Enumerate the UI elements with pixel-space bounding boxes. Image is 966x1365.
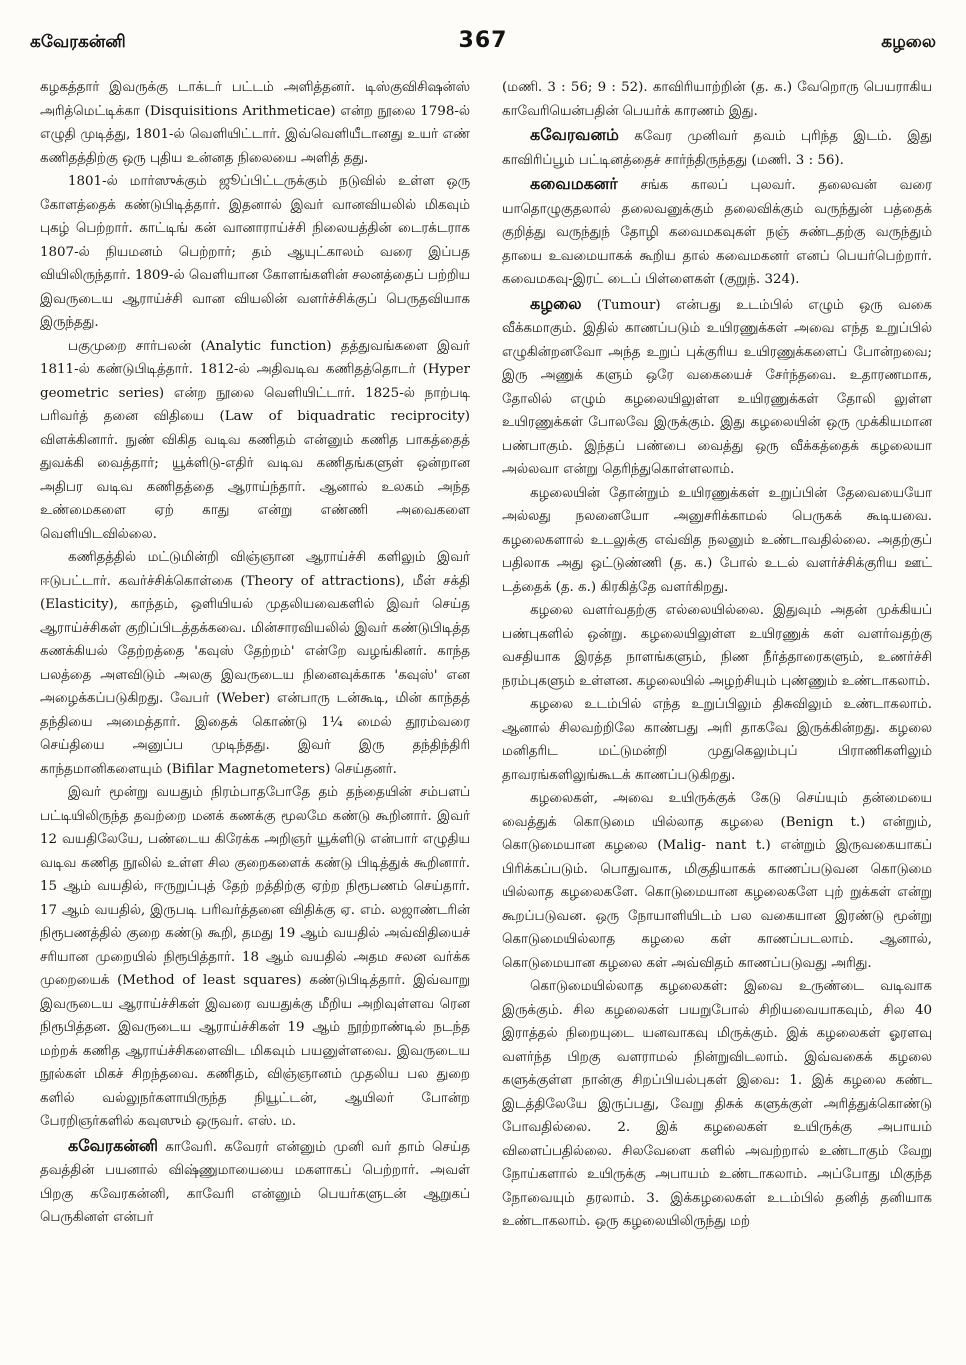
paragraph: பகுமுறை சார்பலன் (Analytic function) தத்துவங்களை இவர் 1811-ல் கண்டுபிடித்தார். 1812-ல் அதிவடிவ கணிதத்தொடர் (Hyper geometric series) என்ற நூலை வெளியிட்டார். 1825-ல் நாற்படி பரிவர்த் தனை விதியை (Law of biquadratic reciprocity) விளக்கினார். நுண் விகித வடிவ கணிதம் என்னும் கணித பாகத்தைத் துவக்கி வைத்தார்; யூக்ளிடு-எதிர் வடிவ கணிதங்களுள் ஒன்றான அதிபர வடிவ கணிதத்தை ஆராய்ந்தார். ஆனால் உலகம் அந்த உண்மைகளை ஏற் காது என்று எண்ணி அவைகளை வெளியிடவில்லை. <box>40 338 470 542</box>
entry-text: (Tumour) என்பது உடம்பில் எழும் ஒரு வகை வீக்கமாகும். இதில் காணப்படும் உயிரணுக்கள் அவை எந்த உறுப்பில் எழுகின்றனவோ அந்த உறுப் புக்குரிய உயிரணுக்களைப் போன்றவை; இரு அணுக் களும் ஒரே வகையைச் சேர்ந்தவை. உதாரணமாக, தோலில் எழும் கழலையிலுள்ள உயிரணுக்கள் தோலி லுள்ள உயிரணுக்கள் போலவே இருக்கும். இது கழலையின் ஒரு முக்கியமான பண்பாகும். இந்தப் பண்பை வைத்து ஒரு வீக்கத்தைக் கழலையா அல்லவா என்று தெரிந்துகொள்ளலாம். <box>502 297 932 477</box>
paragraph: கழலை வளர்வதற்கு எல்லையில்லை. இதுவும் அதன் முக்கியப் பண்புகளில் ஒன்று. கழலையிலுள்ள உயிரணுக் கள் வளர்வதற்கு வசதியாக இரத்த நாளங்களும், நிண நீர்த்தாரைகளும், உணர்ச்சி நரம்புகளும் உள்ளன. கழலையில் அழற்சியும் புண்ணும் உண்டாகலாம். <box>502 603 932 689</box>
encyclopedia-entry <box>502 292 932 482</box>
paragraph: கழலை உடம்பில் எந்த உறுப்பிலும் திசுவிலும் உண்டாகலாம். ஆனால் சிலவற்றிலே காண்பது அரி தாகவே இருக்கின்றது. கழலை மனிதரிட மட்டுமன்றி முதுகெலும்புப் பிராணிகளிலும் தாவரங்களிலுங்கூடக் காணப்படுகிறது. <box>502 697 932 783</box>
paragraph: கழலைகள், அவை உயிருக்குக் கேடு செய்யும் தன்மையை வைத்துக் கொடுமை யில்லாத கழலை (Benign t.) என்றும், கொடுமையான கழலை (Malig- nant t.) என்றும் இருவகையாகப் பிரிக்கப்படும். பொதுவாக, மிகுதியாகக் காணப்படுவன கொடுமை யில்லாத கழலைகளே. கொடுமையான கழலைகளே புற் றுக்கள் என்று கூறப்படுவன. ஒரு நோயாளியிடம் பல வகையான இரண்டு மூன்று கொடுமையில்லாத கழலை கள் காணப்படலாம். ஆனால், கொடுமையான கழலை கள் அவ்விதம் காணப்படுவது அரிது. <box>502 791 932 971</box>
entry-text: காவேரி. கவேரர் என்னும் முனி வர் தாம் செய்த தவத்தின் பயனால் விஷ்ணுமாயையை மகளாகப் பெற்றார். அவள் பிறகு கவேரகன்னி, காவேரி என்னும் பெயர்களுடன் ஆறுகப் பெருகினள் என்பர் <box>40 1139 470 1225</box>
encyclopedia-entry <box>40 1134 470 1230</box>
page-number: 367 <box>458 28 508 53</box>
entry-headword: கவைமகனர் <box>530 174 618 193</box>
running-head-left: கவேரகன்னி <box>30 32 126 52</box>
encyclopedia-entry <box>502 123 932 172</box>
running-head-right: கழலை <box>881 32 936 52</box>
running-head <box>30 28 936 62</box>
entry-headword: கவேரவனம் <box>530 125 619 144</box>
entry-text: சங்க காலப் புலவர். தலைவன் வரை யாதொழுகுதலால் தலைவனுக்கும் தலைவிக்கும் வருந்துன் பத்தைக் குறித்து வருந்துந் தோழி கவைமகவுகள் நஞ் சுண்டதற்கு வருந்தும் தாயை உவமையாகக் கூறிய தால் கவைமகனர் எனப் பெயர்பெற்றார். கவைமகவு-இரட் டைப் பிள்ளைகள் (குறுந். 324). <box>502 178 932 287</box>
paragraph: இவர் மூன்று வயதும் நிரம்பாதபோதே தம் தந்தையின் சம்பளப் பட்டியிலிருந்த தவற்றை மனக் கணக்கு மூலமே கண்டு கூறினார். இவர் 12 வயதிலேயே, பண்டைய கிரேக்க அறிஞர் யூக்ளிடு என்பார் எழுதிய வடிவ கணித நூலில் உள்ள சில குறைகளைக் கண்டு பிடித்துக் கூறினார். 15 ஆம் வயதில், ஈருறுப்புத் தேற் றத்திற்கு ஏற்ற நிரூபணம் செய்தார். 17 ஆம் வயதில், இருபடி பரிவர்த்தனை விதிக்கு ஏ. எம். லஜாண்டரின் நிரூபணத்தில் குறை கண்டு கூறி, தமது 19 ஆம் வயதில் அவ்விதியைச் சரியான முறையில் நிரூபித்தார். 18 ஆம் வயதில் அதம சலன வர்க்க முறையைக் (Method of least squares) கண்டுபிடித்தார். இவ்வாறு இவருடைய ஆராய்ச்சிகள் இவரை வயதுக்கு மீறிய அறிவுள்ளவ ரென நிரூபித்தன. இவருடைய ஆராய்ச்சிகள் 19 ஆம் நூற்றாண்டில் நடந்த மற்றக் கணித ஆராய்ச்சிகளைவிட மிகவும் பயனுள்ளவை. இவருடைய நூல்கள் மிகச் சிறந்தவை. கணிதம், விஞ்ஞானம் முதலிய பல துறை களில் வல்லுநர்களாயிருந்த நியூட்டன், ஆயிலர் போன்ற பேரறிஞர்களில் கவுஸும் ஒருவர். எஸ். ம. <box>40 785 470 1129</box>
entry-headword: கழலை <box>530 293 582 313</box>
right-column <box>502 76 932 1353</box>
paragraph: கழகத்தார் இவருக்கு டாக்டர் பட்டம் அளித்தனர். டிஸ்குவிசிஷன்ஸ் அரித்மெட்டிக்கா (Disquisitions Arithmeticae) என்ற நூலை 1798-ல் எழுதி முடித்து, 1801-ல் வெளியிட்டார். இவ்வெளியீடானது உயர் எண் கணிதத்திற்கு ஒரு புதிய உன்னத நிலையை அளித் தது. <box>40 80 470 166</box>
encyclopedia-entry <box>502 172 932 292</box>
paragraph: (மணி. 3 : 56; 9 : 52). காவிரியாற்றின் (த. க.) வேறொரு பெயராகிய காவேரியென்பதின் பெயர்க் காரணம் இது. <box>502 80 932 119</box>
left-column <box>40 76 470 1353</box>
entry-headword: கவேரகன்னி <box>68 1135 159 1155</box>
paragraph: கழலையின் தோன்றும் உயிரணுக்கள் உறுப்பின் தேவையையோ அல்லது நலனையோ அனுசரிக்காமல் பெருகக் கூடியவை. கழலைகளால் உடலுக்கு எவ்வித நலனும் உண்டாவதில்லை. அதற்குப் பதிலாக அது ஒட்டுண்ணி (த. க.) போல் உடல் வளர்ச்சிக்குரிய ஊட் டத்தைக் (த. க.) கிரகித்தே வளர்கிறது. <box>502 485 932 595</box>
paragraph: கணிதத்தில் மட்டுமின்றி விஞ்ஞான ஆராய்ச்சி களிலும் இவர் ஈடுபட்டார். கவர்ச்சிக்கொள்கை (Theory of attractions), மீள் சக்தி (Elasticity), காந்தம், ஒளியியல் முதலியவைகளில் இவர் செய்த ஆராய்ச்சிகள் குறிப்பிடத்தக்கவை. மின்சாரவியலில் இவர் கண்டுபிடித்த கணக்கியல் தேற்றத்தை 'கவுஸ் தேற்றம்' என்றே வழங்கினர். காந்த பலத்தை அளவிடும் அலகு இவருடைய நினைவுக்காக 'கவுஸ்' என அழைக்கப்படுகிறது. வேபர் (Weber) என்பாரு டன்கூடி, மின் காந்தத் தந்தியை அமைத்தார். இதைக் கொண்டு 1¼ மைல் தூரம்வரை செய்தியை அனுப்ப முடிந்தது. இவர் இரு தந்திந்திரி காந்தமானிகளையும் (Bifilar Magnetometers) செய்தனர். <box>40 550 470 777</box>
paragraph: 1801-ல் மார்ஸுக்கும் ஜூப்பிட்டருக்கும் நடுவில் உள்ள ஒரு கோளத்தைக் கண்டுபிடித்தார். இதனால் இவர் வானவியலில் மிகவும் புகழ் பெற்றார். காட்டிங் கன் வானாராய்ச்சி நிலையத்தின் டைரக்டராக 1807-ல் நியமனம் பெற்றார்; தம் ஆயுட்காலம் வரை இப்பத வியிலிருந்தார். 1809-ல் வெளியான கோளங்களின் சலனத்தைப் பற்றிய இவருடைய ஆராய்ச்சி வான வியலின் வளர்ச்சிக்குப் பெருதவியாக இருந்தது. <box>40 174 470 330</box>
paragraph: கொடுமையில்லாத கழலைகள்: இவை உருண்டை வடிவாக இருக்கும். சில கழலைகள் பயறுபோல் சிறியவையாகவும், சில 40 இராத்தல் நிறையுடை யனவாகவு மிருக்கும். இக் கழலைகள் ஓரளவு வளர்ந்த பிறகு வளராமல் நின்றுவிடலாம். இவ்வகைக் கழலை களுக்குள்ள நான்கு சிறப்பியல்புகள் இவை: 1. இக் கழலை கண்ட இடத்திலேயே இருப்பது, வேறு திசுக் களுக்குள் அரித்துக்கொண்டு போவதில்லை. 2. இக் கழலைகள் உயிருக்கு அபாயம் விளைப்பதில்லை. சிலவேளை களில் அவற்றால் உண்டாகும் வேறு நோய்களால் உயிருக்கு அபாயம் உண்டாகலாம். அப்போது மிகுந்த நோவையும் தரலாம். 3. இக்கழலைகள் உடம்பில் தனித் தனியாக உண்டாகலாம். ஒரு கழலையிலிருந்து மற் <box>502 979 932 1229</box>
entry-text: கவேர முனிவர் தவம் புரிந்த இடம். இது காவிரிப்பூம் பட்டினத்தைச் சார்ந்திருந்தது (மணி. 3 : 56). <box>502 129 932 168</box>
